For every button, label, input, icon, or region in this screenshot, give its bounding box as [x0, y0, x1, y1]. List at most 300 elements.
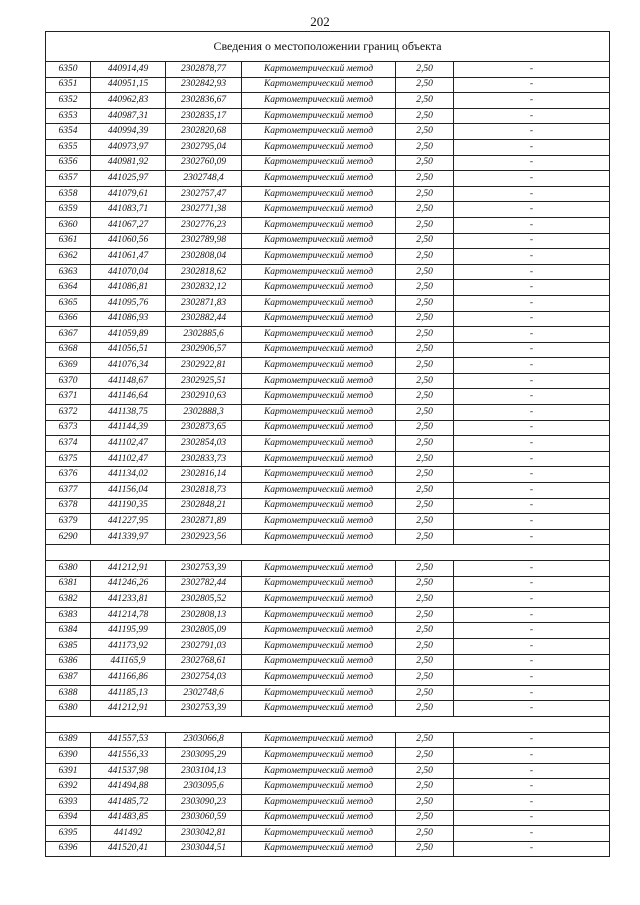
x-coordinate-cell: 441148,67	[91, 373, 166, 389]
point-number-cell: 6370	[46, 373, 91, 389]
table-row	[46, 327, 610, 343]
description-cell: -	[454, 826, 610, 842]
point-number-cell: 6362	[46, 249, 91, 265]
description-cell: -	[454, 217, 610, 233]
method-cell: Картометрический метод	[242, 420, 396, 436]
method-cell: Картометрический метод	[242, 327, 396, 343]
x-coordinate-cell: 441060,56	[91, 233, 166, 249]
table-row	[46, 342, 610, 358]
method-cell: Картометрический метод	[242, 451, 396, 467]
table-row	[46, 732, 610, 748]
method-cell: Картометрический метод	[242, 186, 396, 202]
description-cell: -	[454, 685, 610, 701]
accuracy-cell: 2,50	[396, 139, 454, 155]
point-number-cell: 6352	[46, 93, 91, 109]
accuracy-cell: 2,50	[396, 498, 454, 514]
x-coordinate-cell: 441212,91	[91, 561, 166, 577]
point-number-cell: 6393	[46, 794, 91, 810]
description-cell: -	[454, 592, 610, 608]
table-row	[46, 436, 610, 452]
y-coordinate-cell: 2302789,98	[166, 233, 242, 249]
description-cell: -	[454, 233, 610, 249]
y-coordinate-cell: 2302808,13	[166, 607, 242, 623]
method-cell: Картометрический метод	[242, 202, 396, 218]
description-cell: -	[454, 311, 610, 327]
point-number-cell: 6379	[46, 514, 91, 530]
description-cell: -	[454, 62, 610, 78]
method-cell: Картометрический метод	[242, 155, 396, 171]
accuracy-cell: 2,50	[396, 685, 454, 701]
x-coordinate-cell: 441520,41	[91, 841, 166, 857]
description-cell: -	[454, 654, 610, 670]
accuracy-cell: 2,50	[396, 108, 454, 124]
method-cell: Картометрический метод	[242, 623, 396, 639]
table-row	[46, 826, 610, 842]
accuracy-cell: 2,50	[396, 389, 454, 405]
accuracy-cell: 2,50	[396, 841, 454, 857]
accuracy-cell: 2,50	[396, 529, 454, 545]
method-cell: Картометрический метод	[242, 405, 396, 421]
method-cell: Картометрический метод	[242, 748, 396, 764]
y-coordinate-cell: 2302753,39	[166, 701, 242, 717]
y-coordinate-cell: 2303095,29	[166, 748, 242, 764]
y-coordinate-cell: 2302871,89	[166, 514, 242, 530]
y-coordinate-cell: 2302754,03	[166, 670, 242, 686]
method-cell: Картометрический метод	[242, 389, 396, 405]
x-coordinate-cell: 441166,86	[91, 670, 166, 686]
x-coordinate-cell: 441144,39	[91, 420, 166, 436]
table-row	[46, 373, 610, 389]
description-cell: -	[454, 748, 610, 764]
y-coordinate-cell: 2302925,51	[166, 373, 242, 389]
accuracy-cell: 2,50	[396, 794, 454, 810]
table-row	[46, 233, 610, 249]
method-cell: Картометрический метод	[242, 576, 396, 592]
x-coordinate-cell: 441156,04	[91, 483, 166, 499]
point-number-cell: 6368	[46, 342, 91, 358]
x-coordinate-cell: 441025,97	[91, 171, 166, 187]
point-number-cell: 6364	[46, 280, 91, 296]
y-coordinate-cell: 2302782,44	[166, 576, 242, 592]
y-coordinate-cell: 2302923,56	[166, 529, 242, 545]
table-row	[46, 779, 610, 795]
y-coordinate-cell: 2302832,12	[166, 280, 242, 296]
table-row	[46, 638, 610, 654]
x-coordinate-cell: 441138,75	[91, 405, 166, 421]
method-cell: Картометрический метод	[242, 483, 396, 499]
table-header-row	[46, 32, 610, 62]
accuracy-cell: 2,50	[396, 93, 454, 109]
y-coordinate-cell: 2302910,63	[166, 389, 242, 405]
table-row	[46, 498, 610, 514]
y-coordinate-cell: 2302873,65	[166, 420, 242, 436]
y-coordinate-cell: 2302820,68	[166, 124, 242, 140]
description-cell: -	[454, 139, 610, 155]
accuracy-cell: 2,50	[396, 826, 454, 842]
method-cell: Картометрический метод	[242, 841, 396, 857]
separator-cell	[46, 716, 91, 732]
table-row	[46, 592, 610, 608]
x-coordinate-cell: 441165,9	[91, 654, 166, 670]
x-coordinate-cell: 440951,15	[91, 77, 166, 93]
point-number-cell: 6356	[46, 155, 91, 171]
accuracy-cell: 2,50	[396, 405, 454, 421]
y-coordinate-cell: 2302871,83	[166, 295, 242, 311]
x-coordinate-cell: 441339,97	[91, 529, 166, 545]
method-cell: Картометрический метод	[242, 233, 396, 249]
x-coordinate-cell: 441557,53	[91, 732, 166, 748]
method-cell: Картометрический метод	[242, 670, 396, 686]
point-number-cell: 6357	[46, 171, 91, 187]
table-row	[46, 514, 610, 530]
y-coordinate-cell: 2303104,13	[166, 763, 242, 779]
x-coordinate-cell: 441483,85	[91, 810, 166, 826]
table-row	[46, 623, 610, 639]
group-separator-row	[46, 545, 610, 561]
table-row	[46, 529, 610, 545]
accuracy-cell: 2,50	[396, 732, 454, 748]
x-coordinate-cell: 441134,02	[91, 467, 166, 483]
accuracy-cell: 2,50	[396, 186, 454, 202]
point-number-cell: 6365	[46, 295, 91, 311]
method-cell: Картометрический метод	[242, 358, 396, 374]
description-cell: -	[454, 810, 610, 826]
accuracy-cell: 2,50	[396, 311, 454, 327]
accuracy-cell: 2,50	[396, 420, 454, 436]
x-coordinate-cell: 441185,13	[91, 685, 166, 701]
x-coordinate-cell: 441190,35	[91, 498, 166, 514]
description-cell: -	[454, 264, 610, 280]
point-number-cell: 6290	[46, 529, 91, 545]
x-coordinate-cell: 441083,71	[91, 202, 166, 218]
y-coordinate-cell: 2302836,67	[166, 93, 242, 109]
separator-cell	[46, 545, 91, 561]
method-cell: Картометрический метод	[242, 498, 396, 514]
accuracy-cell: 2,50	[396, 62, 454, 78]
table-row	[46, 171, 610, 187]
table-row	[46, 93, 610, 109]
table-row	[46, 810, 610, 826]
accuracy-cell: 2,50	[396, 607, 454, 623]
table-row	[46, 607, 610, 623]
method-cell: Картометрический метод	[242, 592, 396, 608]
y-coordinate-cell: 2302888,3	[166, 405, 242, 421]
x-coordinate-cell: 441214,78	[91, 607, 166, 623]
separator-cell	[91, 716, 166, 732]
accuracy-cell: 2,50	[396, 155, 454, 171]
x-coordinate-cell: 441059,89	[91, 327, 166, 343]
description-cell: -	[454, 77, 610, 93]
table-row	[46, 186, 610, 202]
x-coordinate-cell: 441086,81	[91, 280, 166, 296]
y-coordinate-cell: 2302882,44	[166, 311, 242, 327]
description-cell: -	[454, 202, 610, 218]
table-row	[46, 249, 610, 265]
point-number-cell: 6353	[46, 108, 91, 124]
accuracy-cell: 2,50	[396, 623, 454, 639]
method-cell: Картометрический метод	[242, 77, 396, 93]
accuracy-cell: 2,50	[396, 451, 454, 467]
table-row	[46, 155, 610, 171]
method-cell: Картометрический метод	[242, 62, 396, 78]
table-row	[46, 685, 610, 701]
y-coordinate-cell: 2302922,81	[166, 358, 242, 374]
description-cell: -	[454, 420, 610, 436]
point-number-cell: 6396	[46, 841, 91, 857]
x-coordinate-cell: 441537,98	[91, 763, 166, 779]
description-cell: -	[454, 295, 610, 311]
y-coordinate-cell: 2303066,8	[166, 732, 242, 748]
y-coordinate-cell: 2302808,04	[166, 249, 242, 265]
point-number-cell: 6367	[46, 327, 91, 343]
description-cell: -	[454, 841, 610, 857]
accuracy-cell: 2,50	[396, 576, 454, 592]
method-cell: Картометрический метод	[242, 311, 396, 327]
description-cell: -	[454, 124, 610, 140]
page-number: 202	[310, 14, 330, 29]
x-coordinate-cell: 441494,88	[91, 779, 166, 795]
y-coordinate-cell: 2302818,73	[166, 483, 242, 499]
point-number-cell: 6373	[46, 420, 91, 436]
description-cell: -	[454, 436, 610, 452]
point-number-cell: 6394	[46, 810, 91, 826]
table-row	[46, 311, 610, 327]
y-coordinate-cell: 2302848,21	[166, 498, 242, 514]
point-number-cell: 6374	[46, 436, 91, 452]
x-coordinate-cell: 440914,49	[91, 62, 166, 78]
accuracy-cell: 2,50	[396, 436, 454, 452]
point-number-cell: 6385	[46, 638, 91, 654]
x-coordinate-cell: 441079,61	[91, 186, 166, 202]
y-coordinate-cell: 2303044,51	[166, 841, 242, 857]
method-cell: Картометрический метод	[242, 467, 396, 483]
point-number-cell: 6383	[46, 607, 91, 623]
table-row	[46, 280, 610, 296]
method-cell: Картометрический метод	[242, 295, 396, 311]
accuracy-cell: 2,50	[396, 280, 454, 296]
method-cell: Картометрический метод	[242, 436, 396, 452]
method-cell: Картометрический метод	[242, 139, 396, 155]
y-coordinate-cell: 2302816,14	[166, 467, 242, 483]
accuracy-cell: 2,50	[396, 373, 454, 389]
accuracy-cell: 2,50	[396, 592, 454, 608]
accuracy-cell: 2,50	[396, 233, 454, 249]
x-coordinate-cell: 441492	[91, 826, 166, 842]
point-number-cell: 6387	[46, 670, 91, 686]
description-cell: -	[454, 701, 610, 717]
separator-cell	[166, 716, 242, 732]
table-row	[46, 405, 610, 421]
point-number-cell: 6366	[46, 311, 91, 327]
description-cell: -	[454, 186, 610, 202]
y-coordinate-cell: 2302753,39	[166, 561, 242, 577]
method-cell: Картометрический метод	[242, 638, 396, 654]
description-cell: -	[454, 670, 610, 686]
point-number-cell: 6386	[46, 654, 91, 670]
method-cell: Картометрический метод	[242, 763, 396, 779]
table-row	[46, 654, 610, 670]
accuracy-cell: 2,50	[396, 763, 454, 779]
description-cell: -	[454, 623, 610, 639]
table-row	[46, 124, 610, 140]
separator-cell	[454, 716, 610, 732]
y-coordinate-cell: 2302842,93	[166, 77, 242, 93]
x-coordinate-cell: 440962,83	[91, 93, 166, 109]
table-row	[46, 202, 610, 218]
description-cell: -	[454, 514, 610, 530]
description-cell: -	[454, 405, 610, 421]
description-cell: -	[454, 389, 610, 405]
description-cell: -	[454, 280, 610, 296]
y-coordinate-cell: 2302833,73	[166, 451, 242, 467]
table-row	[46, 264, 610, 280]
accuracy-cell: 2,50	[396, 249, 454, 265]
x-coordinate-cell: 441056,51	[91, 342, 166, 358]
method-cell: Картометрический метод	[242, 826, 396, 842]
x-coordinate-cell: 441070,04	[91, 264, 166, 280]
y-coordinate-cell: 2303095,6	[166, 779, 242, 795]
method-cell: Картометрический метод	[242, 280, 396, 296]
accuracy-cell: 2,50	[396, 171, 454, 187]
table-row	[46, 763, 610, 779]
method-cell: Картометрический метод	[242, 171, 396, 187]
table-row	[46, 576, 610, 592]
point-number-cell: 6371	[46, 389, 91, 405]
accuracy-cell: 2,50	[396, 654, 454, 670]
point-number-cell: 6375	[46, 451, 91, 467]
y-coordinate-cell: 2302795,04	[166, 139, 242, 155]
accuracy-cell: 2,50	[396, 748, 454, 764]
accuracy-cell: 2,50	[396, 514, 454, 530]
point-number-cell: 6384	[46, 623, 91, 639]
table-row	[46, 794, 610, 810]
x-coordinate-cell: 441146,64	[91, 389, 166, 405]
x-coordinate-cell: 441485,72	[91, 794, 166, 810]
table-row	[46, 389, 610, 405]
description-cell: -	[454, 171, 610, 187]
x-coordinate-cell: 441227,95	[91, 514, 166, 530]
method-cell: Картометрический метод	[242, 779, 396, 795]
separator-cell	[242, 545, 396, 561]
description-cell: -	[454, 529, 610, 545]
accuracy-cell: 2,50	[396, 810, 454, 826]
table-row	[46, 483, 610, 499]
group-separator-row	[46, 716, 610, 732]
separator-cell	[454, 545, 610, 561]
method-cell: Картометрический метод	[242, 810, 396, 826]
description-cell: -	[454, 249, 610, 265]
y-coordinate-cell: 2302854,03	[166, 436, 242, 452]
description-cell: -	[454, 576, 610, 592]
accuracy-cell: 2,50	[396, 295, 454, 311]
boundary-table	[45, 31, 610, 857]
description-cell: -	[454, 467, 610, 483]
method-cell: Картометрический метод	[242, 732, 396, 748]
method-cell: Картометрический метод	[242, 342, 396, 358]
point-number-cell: 6395	[46, 826, 91, 842]
point-number-cell: 6378	[46, 498, 91, 514]
description-cell: -	[454, 763, 610, 779]
accuracy-cell: 2,50	[396, 483, 454, 499]
boundary-table-body	[46, 32, 610, 857]
point-number-cell: 6358	[46, 186, 91, 202]
point-number-cell: 6392	[46, 779, 91, 795]
y-coordinate-cell: 2302835,17	[166, 108, 242, 124]
y-coordinate-cell: 2303090,23	[166, 794, 242, 810]
point-number-cell: 6381	[46, 576, 91, 592]
point-number-cell: 6369	[46, 358, 91, 374]
description-cell: -	[454, 483, 610, 499]
x-coordinate-cell: 441086,93	[91, 311, 166, 327]
table-row	[46, 451, 610, 467]
point-number-cell: 6377	[46, 483, 91, 499]
accuracy-cell: 2,50	[396, 264, 454, 280]
x-coordinate-cell: 441095,76	[91, 295, 166, 311]
method-cell: Картометрический метод	[242, 529, 396, 545]
method-cell: Картометрический метод	[242, 108, 396, 124]
point-number-cell: 6380	[46, 561, 91, 577]
method-cell: Картометрический метод	[242, 654, 396, 670]
x-coordinate-cell: 440981,92	[91, 155, 166, 171]
separator-cell	[242, 716, 396, 732]
description-cell: -	[454, 498, 610, 514]
description-cell: -	[454, 561, 610, 577]
table-row	[46, 295, 610, 311]
x-coordinate-cell: 441102,47	[91, 436, 166, 452]
point-number-cell: 6389	[46, 732, 91, 748]
description-cell: -	[454, 732, 610, 748]
accuracy-cell: 2,50	[396, 701, 454, 717]
accuracy-cell: 2,50	[396, 217, 454, 233]
table-row	[46, 139, 610, 155]
x-coordinate-cell: 441556,33	[91, 748, 166, 764]
description-cell: -	[454, 638, 610, 654]
table-row	[46, 701, 610, 717]
x-coordinate-cell: 440973,97	[91, 139, 166, 155]
accuracy-cell: 2,50	[396, 638, 454, 654]
method-cell: Картометрический метод	[242, 514, 396, 530]
accuracy-cell: 2,50	[396, 77, 454, 93]
accuracy-cell: 2,50	[396, 467, 454, 483]
description-cell: -	[454, 342, 610, 358]
point-number-cell: 6363	[46, 264, 91, 280]
y-coordinate-cell: 2302757,47	[166, 186, 242, 202]
separator-cell	[396, 545, 454, 561]
description-cell: -	[454, 358, 610, 374]
method-cell: Картометрический метод	[242, 217, 396, 233]
y-coordinate-cell: 2302885,6	[166, 327, 242, 343]
y-coordinate-cell: 2302748,4	[166, 171, 242, 187]
separator-cell	[166, 545, 242, 561]
point-number-cell: 6382	[46, 592, 91, 608]
x-coordinate-cell: 441076,34	[91, 358, 166, 374]
table-row	[46, 748, 610, 764]
y-coordinate-cell: 2302906,57	[166, 342, 242, 358]
description-cell: -	[454, 794, 610, 810]
y-coordinate-cell: 2302791,03	[166, 638, 242, 654]
description-cell: -	[454, 373, 610, 389]
x-coordinate-cell: 441067,27	[91, 217, 166, 233]
y-coordinate-cell: 2303042,81	[166, 826, 242, 842]
method-cell: Картометрический метод	[242, 124, 396, 140]
point-number-cell: 6391	[46, 763, 91, 779]
accuracy-cell: 2,50	[396, 779, 454, 795]
table-row	[46, 841, 610, 857]
accuracy-cell: 2,50	[396, 342, 454, 358]
table-row	[46, 358, 610, 374]
description-cell: -	[454, 327, 610, 343]
point-number-cell: 6388	[46, 685, 91, 701]
